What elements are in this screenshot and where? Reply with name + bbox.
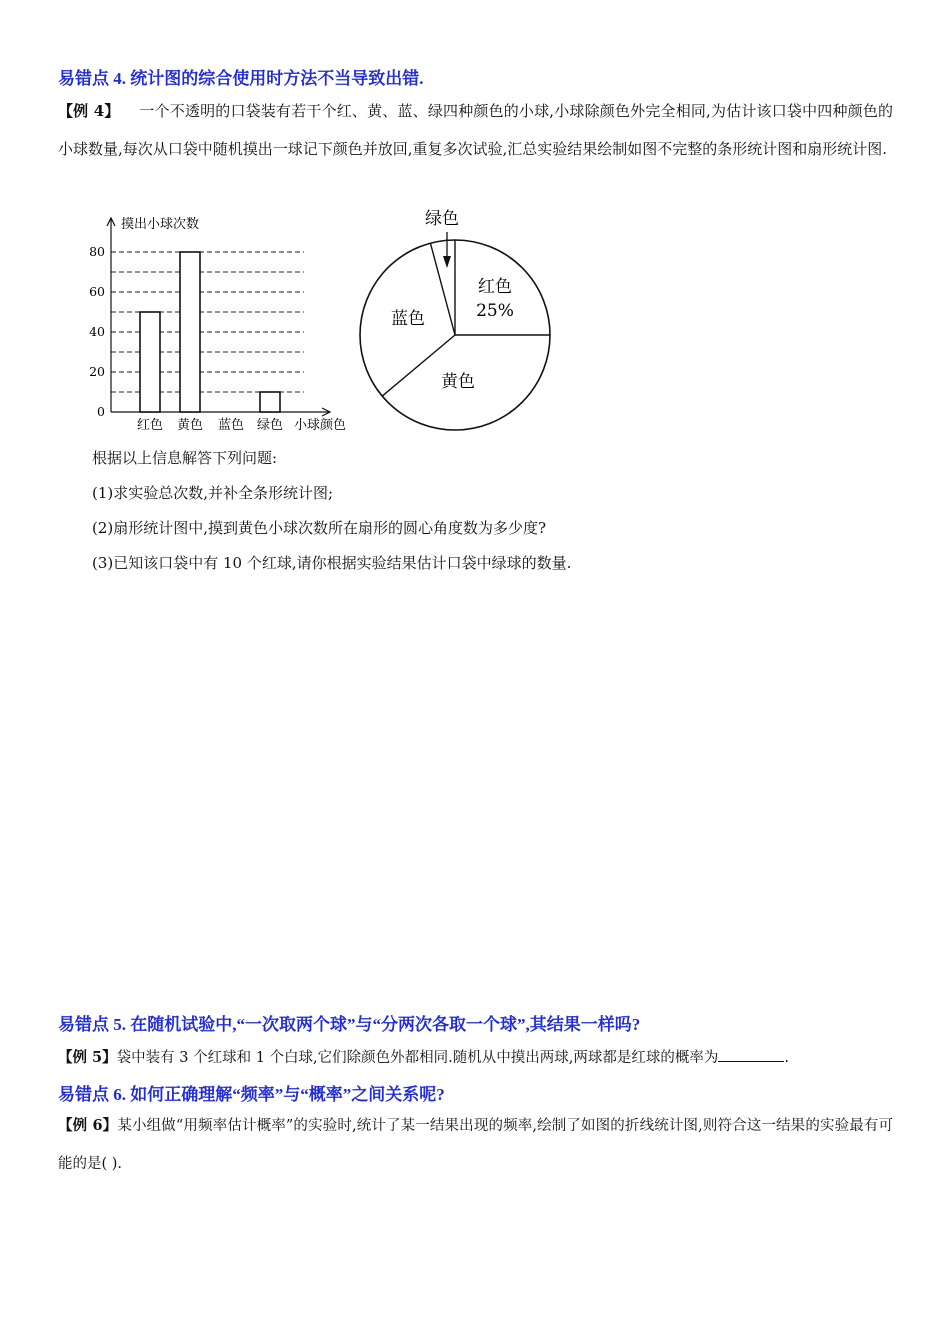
bar <box>180 252 200 412</box>
bar <box>260 392 280 412</box>
question-1: (1)求实验总次数,并补全条形统计图; <box>92 484 334 502</box>
y-tick-label: 40 <box>89 324 105 339</box>
pie-slice-label: 红色 <box>478 277 512 297</box>
x-tick-label: 红色 <box>136 418 164 433</box>
example6-text: 某小组做“用频率估计概率”的实验时,统计了某一结果出现的频率,绘制了如图的折线统计图,则符合这一结果的实验最有可能的是( ). <box>58 1118 893 1172</box>
example4-text: 一个不透明的口袋装有若干个红、黄、蓝、绿四种颜色的小球,小球除颜色外完全相同,为估计该口袋中四种颜色的小球数量,每次从口袋中随机摸出一球记下颜色并放回,重复多次试验,汇总实验结果绘制如图不完整的条形统计图和扇形统计图. <box>58 102 894 158</box>
question-2: (2)扇形统计图中,摸到黄色小球次数所在扇形的圆心角度数为多少度? <box>92 519 547 537</box>
example5-end: . <box>784 1050 789 1066</box>
pie-red-percent: 25% <box>476 301 514 321</box>
example5-label: 【例 5】 <box>58 1049 117 1066</box>
questions-intro: 根据以上信息解答下列问题: <box>92 449 278 467</box>
example6-paragraph <box>58 1107 893 1183</box>
example4-label: 【例 4】 <box>58 102 120 120</box>
section4-heading: 易错点 4. 统计图的综合使用时方法不当导致出错. <box>58 69 424 88</box>
x-tick-label: 黄色 <box>176 418 204 433</box>
y-tick-label: 0 <box>97 404 105 419</box>
section6-heading: 易错点 6. 如何正确理解“频率”与“概率”之间关系呢? <box>58 1085 445 1104</box>
y-tick-label: 80 <box>89 244 105 259</box>
bar-chart <box>80 208 365 438</box>
y-tick-label: 20 <box>89 364 105 379</box>
example5-line <box>58 1046 789 1067</box>
x-tick-label: 绿色 <box>256 418 284 433</box>
x-tick-label: 蓝色 <box>217 418 245 433</box>
section5-heading: 易错点 5. 在随机试验中,“一次取两个球”与“分两次各取一个球”,其结果一样吗? <box>58 1015 641 1034</box>
answer-blank[interactable] <box>718 1047 784 1062</box>
pie-slice-label: 蓝色 <box>391 309 425 329</box>
example6-label: 【例 6】 <box>58 1117 118 1134</box>
bar <box>140 312 160 412</box>
x-axis-label: 小球颜色 <box>294 418 347 433</box>
y-axis-label: 摸出小球次数 <box>121 217 200 232</box>
pie-green-label: 绿色 <box>425 209 459 229</box>
example5-text: 袋中装有 3 个红球和 1 个白球,它们除颜色外都相同.随机从中摸出两球,两球都是红球的概率为 <box>116 1050 719 1066</box>
pie-slice-label: 黄色 <box>441 372 475 392</box>
pie-chart <box>350 200 565 440</box>
example4-paragraph <box>58 92 893 168</box>
y-tick-label: 60 <box>89 284 105 299</box>
question-3: (3)已知该口袋中有 10 个红球,请你根据实验结果估计口袋中绿球的数量. <box>92 554 572 572</box>
